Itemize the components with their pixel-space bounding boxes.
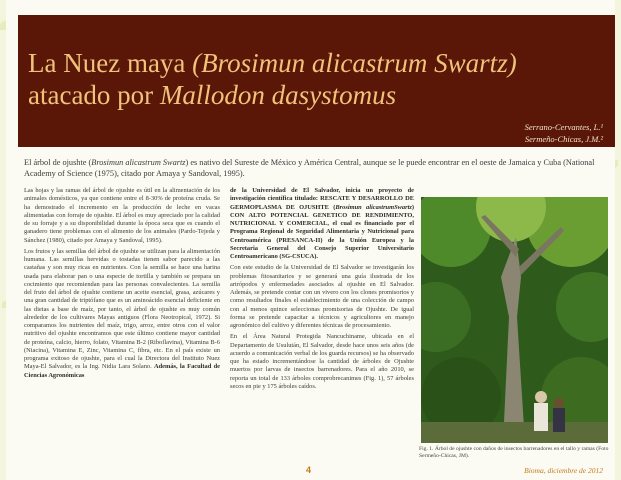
intro-text-b: ) es nativo del Sureste de México y América Central, aunque se le puede encontrar en el oeste de Jamaica y Cuba (National Academy of Science (1975), citado por Amaya y Sandoval, 1995). [24, 158, 595, 178]
authors [525, 121, 603, 145]
col1-paragraph-2-text: Los frutos y las semillas del árbol de ojushte se utilizan para la alimentación humana. Las semillas hervidas o tostadas tienen sabor parecido a las castañas y son muy ricas en nutrientes. Con la semilla se hace una harina usada para elaborar pan o una especie de tortilla y también se prepara un cocimiento que recomiendan para las personas convalecientes. La semilla del fruto del árbol de ojushte contiene un aceite esencial, grasa, azúcares y una gran cantidad de triptófano que es un aminoácido esencial deficiente en las dietas a base de maíz, por tanto, el árbol de ojushte es muy común alrededor de los cultivares Mayas antiguos (Flora Neotropical, 1972). Si comparamos los nutrientes del maíz, trigo, arroz, entre otros con el valor nutritivo del ojushte encontramos que este último contiene mayor cantidad de proteína, calcio, hierro, folato, Vitamina B-2 (Riboflavina), Vitamina B-6 (Niacina), Vitamina E, Zinc, Vitamina C, fibra, etc. En el país existe un programa exitoso de ojushte, para el cual la Directora del Instituto Nuez Maya-El Salvador, es la Ing. Nidia Lara Solano. [24, 247, 220, 371]
title-part1: La Nuez maya [28, 48, 193, 78]
column-2 [230, 187, 414, 394]
title-banner [18, 15, 615, 147]
column-1 [24, 187, 220, 383]
intro-species: Brosimun alicastrum Swartz [91, 158, 186, 167]
col2-paragraph-1 [230, 187, 414, 261]
intro-paragraph [24, 157, 616, 179]
tree-photo [421, 197, 608, 443]
page-number: 4 [306, 465, 312, 475]
author-2: Sermeño-Chicas, J.M.² [524, 134, 603, 144]
footer-publication: Bioma, diciembre de 2012 [524, 466, 603, 475]
col2-p1-bold: de la Universidad de El Salvador, inicia un proyecto de investigación científica titulado: RESCATE Y DESARROLLO DE GERMOPLASMA DE OJUSHTE ( [230, 187, 414, 211]
col1-paragraph-1: Las hojas y las ramas del árbol de ojushte es útil en la alimentación de los animales domésticos, ya que contiene entre el 8-30% de proteína cruda. Se ha demostrado el incremento en la producción de leche en vacas alimentadas con forraje de ojushte. El árbol es muy apreciado por la calidad de su forraje y a su disponibilidad durante la época seca que es cuando el ganadero tiene problemas con el alimento de los animales (Pardo-Tejeda y Sánchez (1980), citado por Amaya y Sandoval, 1995). [24, 187, 220, 244]
intro-text-a: El árbol de ojushte ( [24, 158, 92, 167]
page [6, 0, 615, 480]
title-part2: atacado por [28, 80, 160, 110]
photo-caption: Fig. 1. Árbol de ojushte con daños de insectos barrenadores en el tallo y ramas (Foto Sermeño-Chicas, JM). [419, 446, 609, 459]
col1-paragraph-2-bold: Además, la Facultad de Ciencias Agronómicas [24, 363, 220, 379]
article-title [28, 47, 548, 111]
col2-p1-italic: Brosimun alicastrumSwartz [335, 203, 412, 211]
col2-paragraph-3: En el Área Natural Protegida Nancuchiname, ubicada en el Departamento de Usulután, El Salvador, desde hace unos seis años (de acuerdo a comunicación verbal de los guarda recursos) se ha observado que ha estado incrementándose la cantidad de árboles de Ojushte muertos por larvas de insectos barrenadores. Para el año 2010, se reporta un total de 133 árboles comprobrecanimes (Fig. 1), 57 árboles secos en pie y 175 árboles caídos. [230, 333, 414, 390]
col2-paragraph-2: Con este estudio de la Universidad de El Salvador se investigarán los problemas fitosanitarios y se generará una guía ilustrada de los artrópodos y enfermedades asociados al ojushte en El Salvador. Además, se pretende contar con un vivero con los clones promisorios y como resultados finales el establecimiento de una colección de campo con al menos quince seleccionas promisorias de Ojushte. De igual forma se pretende capacitar a técnicos y agricultores en manejo agronómico del cultivo y diferentes técnicas de procesamiento. [230, 264, 414, 329]
col2-p1-bold2: ) CON ALTO POTENCIAL GENETICO DE RENDIMIENTO, NUTRICIONAL Y COMERCIAL, el cual es financiado por el Programa Regional de Seguridad Alimentaria y Nutricional para Centroamérica (PRESANCA-II) de la Unión Europea y la Secretaria General del Consejo Superior Universitario Centroamericano (SG-CSUCA). [230, 203, 414, 260]
title-species: (Brosimun alicastrum Swartz) [192, 48, 517, 78]
title-pest: Mallodon dasystomus [159, 80, 397, 110]
col1-paragraph-2 [24, 248, 220, 380]
author-1: Serrano-Cervantes, L.¹ [524, 122, 603, 132]
